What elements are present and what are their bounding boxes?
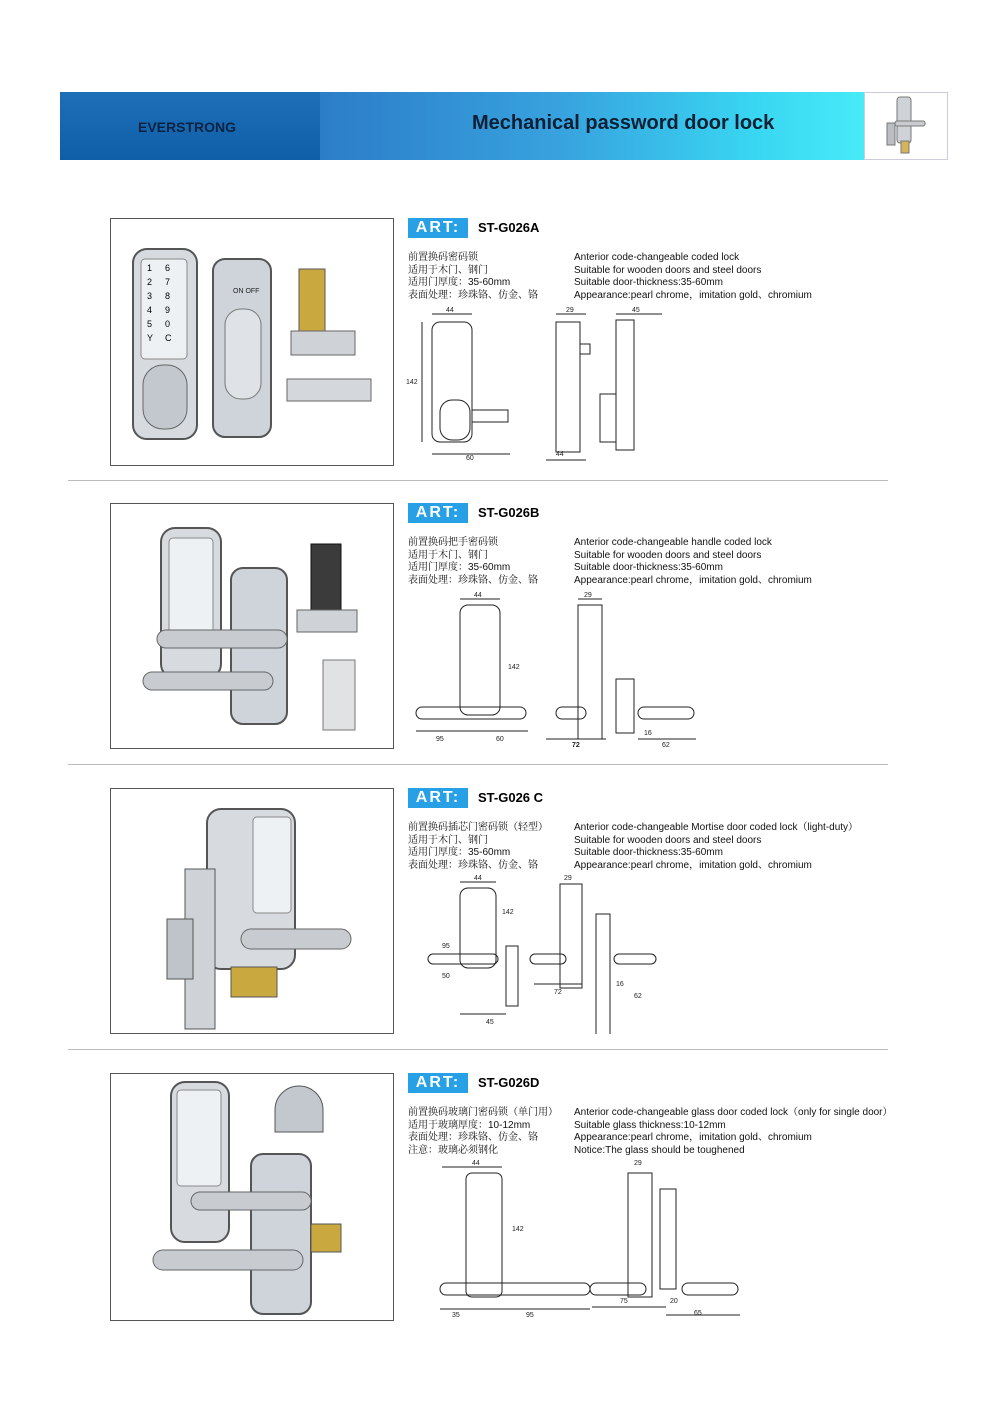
- spec-english: [574, 252, 812, 302]
- dimension-label: 62: [634, 993, 642, 1000]
- spec-cn-line: 适用门厚度：35-60mm: [408, 277, 511, 288]
- spec-chinese: [408, 822, 548, 872]
- dimension-label: 44: [474, 875, 482, 882]
- dimension-label: 29: [564, 875, 572, 882]
- keypad-key: 0: [165, 319, 171, 329]
- spec-cn-line: 前置换码把手密码锁: [408, 537, 498, 548]
- dimension-label: 60: [496, 736, 504, 743]
- model-number: ST-G026D: [478, 1075, 540, 1090]
- spec-chinese: [408, 252, 538, 302]
- spec-en-line: Anterior code-changeable Mortise door coded lock（light-duty）: [574, 822, 859, 833]
- keypad-key: C: [165, 333, 172, 343]
- dimension-label: 29: [634, 1160, 642, 1167]
- spec-en-line: Appearance:pearl chrome，imitation gold、chromium: [574, 1132, 812, 1143]
- dimension-label: 45: [632, 307, 640, 314]
- dimension-label: 35: [452, 1312, 460, 1319]
- product-photo: [110, 1073, 394, 1321]
- dimension-label: 16: [616, 981, 624, 988]
- spec-cn-line: 表面处理：珍珠铬、仿金、铬: [408, 1132, 538, 1143]
- dimension-label: 60: [466, 455, 474, 462]
- model-number: ST-G026A: [478, 220, 540, 235]
- spec-cn-line: 适用门厚度：35-60mm: [408, 562, 511, 573]
- dimension-label: 62: [662, 742, 670, 749]
- spec-en-line: Anterior code-changeable handle coded lock: [574, 537, 772, 548]
- banner-title-panel: [320, 92, 864, 160]
- spec-chinese: [408, 537, 538, 587]
- spec-cn-line: 适用于玻璃厚度：10-12mm: [408, 1119, 531, 1131]
- spec-cn-line: 适用于木门、钢门: [408, 264, 488, 276]
- keypad-key: Y: [147, 333, 154, 343]
- spec-en-line: Appearance:pearl chrome，imitation gold、chromium: [574, 289, 812, 301]
- dimension-label: 75: [620, 1298, 628, 1305]
- dimension-label: 29: [566, 307, 574, 314]
- spec-cn-line: 表面处理：珍珠铬、仿金、铬: [408, 859, 538, 871]
- art-tag: ART:: [408, 218, 468, 238]
- model-number: ST-G026B: [478, 505, 540, 520]
- keypad-key: 9: [165, 305, 171, 315]
- dimension-label: 72: [572, 742, 580, 749]
- spec-en-line: Notice:The glass should be toughened: [574, 1144, 745, 1156]
- dimension-label: 44: [446, 307, 454, 314]
- spec-chinese: [408, 1107, 558, 1157]
- banner-lock-thumbnail: [864, 92, 948, 160]
- dimension-label: 95: [442, 943, 450, 950]
- dimension-label: 20: [670, 1298, 678, 1305]
- spec-cn-line: 前置换码密码锁: [408, 252, 478, 263]
- spec-cn-line: 适用门厚度：35-60mm: [408, 847, 511, 858]
- spec-en-line: Anterior code-changeable coded lock: [574, 252, 740, 263]
- keypad-key: 3: [147, 291, 153, 301]
- keypad-key: 7: [165, 277, 171, 287]
- spec-cn-line: 注意：玻璃必须钢化: [408, 1144, 498, 1156]
- dimension-label: 142: [406, 379, 418, 386]
- spec-en-line: Suitable door-thickness:35-60mm: [574, 562, 723, 573]
- dimension-label: 142: [508, 664, 520, 671]
- spec-cn-line: 表面处理：珍珠铬、仿金、铬: [408, 574, 538, 586]
- keypad-key: 1: [147, 263, 153, 273]
- keypad-key: 5: [147, 319, 153, 329]
- technical-drawing: [406, 304, 896, 464]
- keypad-key: 2: [147, 277, 153, 287]
- spec-en-line: Suitable door-thickness:35-60mm: [574, 847, 723, 858]
- spec-cn-line: 适用于木门、钢门: [408, 834, 488, 846]
- banner-brand-panel: [60, 92, 320, 160]
- spec-english: [574, 1107, 893, 1157]
- section-divider: [68, 764, 888, 765]
- spec-en-line: Appearance:pearl chrome，imitation gold、chromium: [574, 859, 812, 871]
- dimension-label: 44: [472, 1160, 480, 1167]
- dimension-label: 44: [474, 592, 482, 599]
- section-divider: [68, 480, 888, 481]
- dimension-label: 142: [502, 909, 514, 916]
- dimension-label: 50: [442, 973, 450, 980]
- dimension-label: 44: [556, 451, 564, 458]
- spec-cn-line: 表面处理：珍珠铬、仿金、铬: [408, 289, 538, 301]
- art-tag: ART:: [408, 788, 468, 808]
- spec-en-line: Suitable for wooden doors and steel doors: [574, 549, 762, 561]
- spec-en-line: Suitable door-thickness:35-60mm: [574, 277, 723, 288]
- keypad-key: 4: [147, 305, 153, 315]
- technical-drawing: [406, 589, 896, 749]
- dimension-label: 65: [694, 1310, 702, 1317]
- dimension-label: 72: [554, 989, 562, 996]
- dimension-label: 95: [526, 1312, 534, 1319]
- spec-cn-line: 前置换码玻璃门密码锁（单门用）: [408, 1107, 558, 1118]
- product-photo: [110, 503, 394, 749]
- brand-name: EVERSTRONG: [138, 119, 237, 135]
- dimension-label: 95: [436, 736, 444, 743]
- page-title: Mechanical password door lock: [472, 112, 775, 134]
- spec-en-line: Suitable for wooden doors and steel doors: [574, 264, 762, 276]
- keypad-key: 8: [165, 291, 171, 301]
- keypad-key: 6: [165, 263, 171, 273]
- spec-en-line: Appearance:pearl chrome，imitation gold、chromium: [574, 574, 812, 586]
- art-tag: ART:: [408, 503, 468, 523]
- spec-en-line: Anterior code-changeable glass door coded lock（only for single door）: [574, 1107, 893, 1118]
- section-divider: [68, 1049, 888, 1050]
- spec-en-line: Suitable glass thickness:10-12mm: [574, 1119, 726, 1131]
- technical-drawing: [406, 1159, 896, 1319]
- spec-english: [574, 537, 812, 587]
- svg-text:ON OFF: ON OFF: [233, 288, 260, 295]
- dimension-label: 142: [512, 1226, 524, 1233]
- spec-cn-line: 前置换码插芯门密码锁（轻型）: [408, 822, 548, 833]
- spec-cn-line: 适用于木门、钢门: [408, 549, 488, 561]
- product-photo: [110, 218, 394, 466]
- art-tag: ART:: [408, 1073, 468, 1093]
- product-photo: [110, 788, 394, 1034]
- technical-drawing: [406, 874, 896, 1034]
- model-number: ST-G026 C: [478, 790, 544, 805]
- dimension-label: 16: [644, 730, 652, 737]
- spec-english: [574, 822, 858, 872]
- dimension-label: 45: [486, 1019, 494, 1026]
- spec-en-line: Suitable for wooden doors and steel doors: [574, 834, 762, 846]
- dimension-label: 29: [584, 592, 592, 599]
- header-banner: [60, 92, 946, 160]
